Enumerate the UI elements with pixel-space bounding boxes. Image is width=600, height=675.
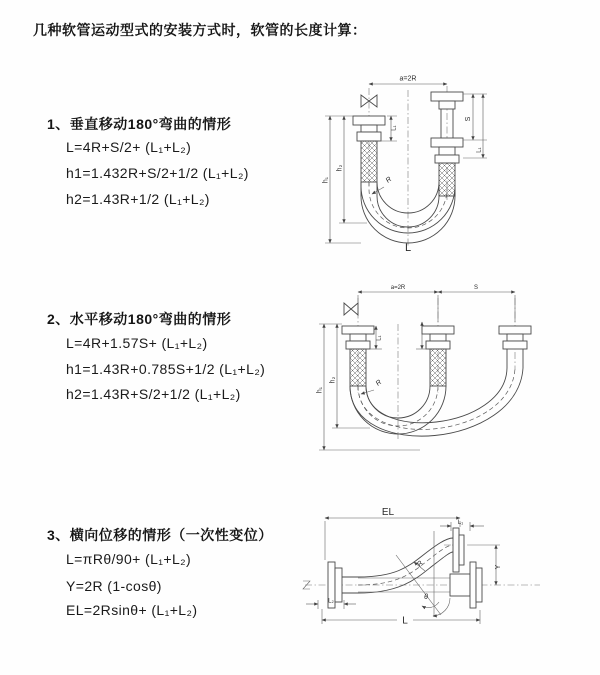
dim-label-el: EL xyxy=(381,507,395,518)
dimension-a2r xyxy=(369,76,447,85)
left-pipe-assembly xyxy=(342,326,374,386)
diagram-horizontal-180-bend xyxy=(310,278,595,473)
top-right-flange xyxy=(453,528,464,572)
section2-formula-L: L=4R+1.57S+ (L₁+L₂) xyxy=(66,335,208,351)
dim-label-l1: L₁ xyxy=(391,125,398,131)
section3-formula-L: L=πRθ/90+ (L₁+L₂) xyxy=(66,551,192,567)
angle-theta-construction xyxy=(396,531,450,617)
page-title: 几种软管运动型式的安装方式时，软管的长度计算： xyxy=(33,22,367,38)
dim-label-a2r: a=2R xyxy=(399,75,417,83)
section1-heading: 1、垂直移动180°弯曲的情形 xyxy=(47,116,232,132)
section1-formula-h1: h1=1.432R+S/2+1/2 (L₁+L₂) xyxy=(66,165,249,181)
dimension-s xyxy=(358,285,515,322)
hose-braid-hatch xyxy=(350,349,366,386)
valve-icon xyxy=(344,303,358,315)
dimension-el xyxy=(325,507,460,560)
dim-label-r: R xyxy=(374,378,384,388)
dim-label-h1: h₁ xyxy=(316,386,324,394)
diagram-vertical-180-bend xyxy=(312,68,592,263)
section3-heading: 3、横向位移的情形（一次性变位） xyxy=(47,527,273,543)
section2-formula-h1: h1=1.43R+0.785S+1/2 (L₁+L₂) xyxy=(66,361,266,377)
hose-braid-hatch xyxy=(430,349,446,386)
dim-label-l: L xyxy=(404,242,412,254)
section3-formula-EL: EL=2Rsinθ+ (L₁+L₂) xyxy=(66,602,198,618)
dim-label-l1: L₁ xyxy=(476,147,483,153)
dim-label-l: L xyxy=(402,615,408,627)
dim-label-s: S xyxy=(473,285,479,291)
dim-label-h2: h₂ xyxy=(329,376,337,384)
dim-label-theta: θ xyxy=(424,594,428,601)
centerlines xyxy=(369,86,447,246)
section1-formula-h2: h2=1.43R+1/2 (L₁+L₂) xyxy=(66,191,210,207)
dim-label-l1: L₁ xyxy=(376,335,383,341)
section2-heading: 2、水平移动180°弯曲的情形 xyxy=(47,311,232,327)
hose-braid-hatch xyxy=(361,141,377,182)
dim-label-l2: L₂ xyxy=(328,598,334,605)
diagram-lateral-displacement xyxy=(300,505,600,670)
right-pipe-assembly xyxy=(431,92,463,196)
dim-label-s: S xyxy=(465,116,472,122)
section3-formula-Y: Y=2R (1-cosθ) xyxy=(66,578,162,594)
dim-label-r: R xyxy=(384,175,394,185)
dim-label-y: Y xyxy=(495,564,502,570)
dim-label-r: R xyxy=(416,559,425,569)
section2-formula-h2: h2=1.43R+S/2+1/2 (L₁+L₂) xyxy=(66,386,241,402)
middle-pipe-assembly xyxy=(422,326,454,386)
dim-label-a2r: a=2R xyxy=(390,285,406,291)
dim-label-h2: h₂ xyxy=(336,164,344,172)
section1-formula-L: L=4R+S/2+ (L₁+L₂) xyxy=(66,139,192,155)
dim-label-h1: h₁ xyxy=(322,176,330,184)
dimension-l xyxy=(322,609,480,627)
dimension-l1-right xyxy=(463,94,487,158)
dim-label-l1: L₁ xyxy=(457,520,464,526)
left-pipe-assembly xyxy=(353,116,385,182)
dimension-a2r xyxy=(358,285,438,292)
dimension-l1 xyxy=(440,520,484,531)
dimension-h1 xyxy=(323,116,362,243)
dimension-s xyxy=(463,94,487,140)
